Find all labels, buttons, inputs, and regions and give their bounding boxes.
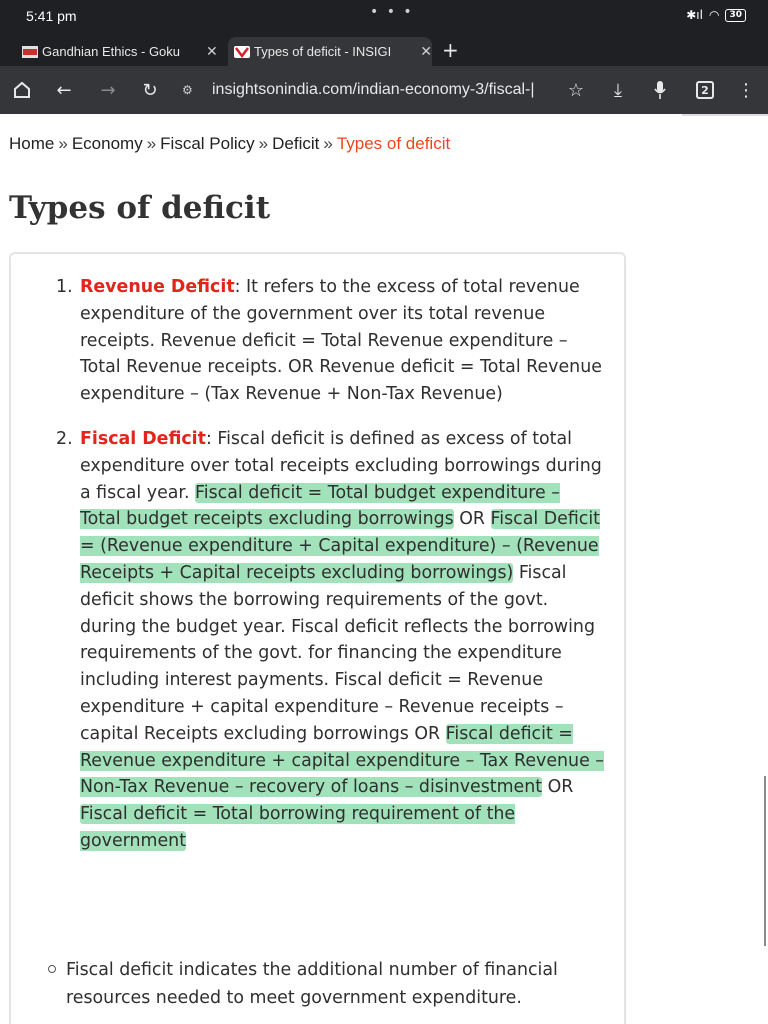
breadcrumb [9,134,450,154]
wifi-icon: ◠ [708,8,720,22]
list-number: 2. [56,428,73,449]
status-time: 5:41 pm [26,8,77,24]
new-tab-icon[interactable]: + [442,38,459,62]
mic-icon[interactable] [648,78,672,102]
tab-types-of-deficit[interactable] [228,37,432,66]
page-right-margin [682,114,768,1024]
breadcrumb-separator: » [58,134,68,153]
highlight-formula-2: Fiscal Deficit = (Revenue expenditure + Capital expenditure) – (Revenue Receipts + Capital receipts excluding borrowings) [80,509,600,583]
url-text[interactable]: insightsonindia.com/indian-economy-3/fiscal-| [212,81,535,98]
insights-favicon-icon [234,46,250,58]
tab-switcher-icon[interactable]: 2 [696,81,714,99]
menu-icon[interactable]: ⋮ [737,79,755,101]
home-icon[interactable] [10,78,34,102]
status-bar [0,0,768,34]
list-number: 1. [56,277,73,297]
revenue-deficit-text: : It refers to the excess of total revenue expenditure of the government over its total revenue receipts. Revenue deficit = Total Revenue expenditure – Total Revenue receipts. OR Revenue deficit = Total Revenue expenditure – (Tax Revenue + Non-Tax Revenue) [80,277,602,405]
web-page [0,114,682,1024]
address-bar[interactable] [176,74,596,106]
bookmark-star-icon[interactable]: ☆ [567,79,585,101]
list-item-fiscal-deficit [56,426,604,855]
tab-title: Types of deficit - INSIGI [254,44,392,59]
fiscal-deficit-text: OR [542,777,574,798]
battery-icon: 30 [725,9,746,22]
tab-strip [0,34,768,66]
deficit-list [56,274,604,855]
site-info-icon[interactable]: ⚙ [182,83,193,97]
tab-title: Gandhian Ethics - Goku [42,44,181,59]
reload-icon[interactable]: ↻ [142,79,158,101]
highlight-formula-3: Fiscal deficit = Revenue expenditure + capital expenditure – Tax Revenue – Non-Tax Revenue – recovery of loans – disinvestment [80,723,604,798]
back-icon[interactable]: ← [56,79,72,101]
more-dots-icon: • • • [370,4,414,20]
system-icons [686,8,746,22]
breadcrumb-separator: » [258,134,269,153]
browser-toolbar [0,66,768,114]
bluetooth-signal-icon: ✱ıl [686,8,703,22]
download-icon[interactable]: ⤓ [614,79,622,101]
breadcrumb-separator: » [146,134,157,153]
fiscal-deficit-text: OR [453,509,491,530]
list-item-revenue-deficit [56,274,604,408]
highlight-formula-1: Fiscal deficit = Total budget expenditure – Total budget receipts excluding borrowings [80,482,560,530]
breadcrumb-economy[interactable]: Economy [71,134,143,153]
breadcrumb-current: Types of deficit [336,134,451,153]
close-tab-icon[interactable]: ✕ [420,43,432,59]
breadcrumb-separator: » [323,134,333,153]
breadcrumb-fiscal-policy[interactable]: Fiscal Policy [160,134,255,153]
term-revenue-deficit: Revenue Deficit [80,277,235,297]
page-title: Types of deficit [9,190,271,226]
fiscal-deficit-text: Fiscal deficit shows the borrowing requirements of the govt. during the budget year. Fiscal deficit reflects the borrowing requirements of the govt. for financing the expenditure including interest payments. Fiscal deficit = Revenue expenditure + capital expenditure – Revenue receipts – capital Receipts excluding borrowings OR [80,562,595,744]
fiscal-deficit-text: : Fiscal deficit is defined as excess of total expenditure over total receipts excluding borrowings during a fiscal year. [80,428,602,503]
forward-icon[interactable]: → [100,79,116,101]
term-fiscal-deficit: Fiscal Deficit [80,428,206,449]
gokul-favicon-icon [22,46,38,58]
scrollbar-thumb[interactable] [764,776,766,946]
tab-gandhian-ethics[interactable] [22,37,218,66]
breadcrumb-home[interactable]: Home [9,134,55,153]
highlight-formula-4: Fiscal deficit = Total borrowing requirement of the government [80,804,516,851]
bullet-item [48,956,608,1012]
bullet-text: Fiscal deficit indicates the additional number of financial resources needed to meet government expenditure. [66,960,558,1008]
circle-bullet-icon [48,965,56,973]
close-tab-icon[interactable]: ✕ [206,43,218,59]
breadcrumb-deficit[interactable]: Deficit [272,134,320,153]
